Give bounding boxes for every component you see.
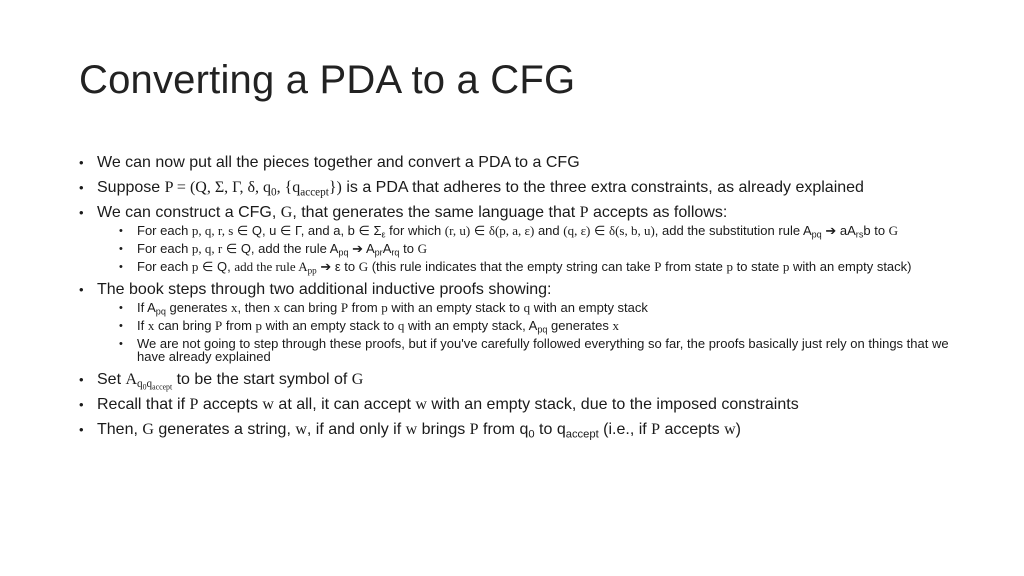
math-text: P: [579, 204, 589, 221]
bullet-item: [79, 371, 959, 392]
bullet-marker: •: [79, 397, 84, 412]
subscript: pq: [811, 229, 822, 240]
text: ∈: [590, 223, 609, 238]
text: can bring: [154, 318, 216, 333]
subscript-part: accept: [152, 382, 173, 392]
math-text: x: [612, 318, 619, 333]
math-text: w: [415, 396, 427, 413]
text: ): [735, 421, 741, 438]
text: (this rule indicates that the empty string can take: [368, 259, 655, 274]
text: , add the substitution rule A: [654, 223, 812, 238]
text: , then: [237, 300, 274, 315]
math-text: w: [262, 396, 274, 413]
bullet-item: [79, 421, 959, 441]
bullet-marker: •: [79, 205, 84, 220]
text: at all, it can accept: [273, 396, 416, 413]
sub-bullet-item: [119, 300, 959, 317]
text: ∈: [470, 223, 489, 238]
text: from: [222, 318, 256, 333]
text: A: [363, 241, 375, 256]
math-text: P: [654, 259, 662, 274]
text: generates a string,: [153, 421, 296, 438]
text: generates: [547, 318, 613, 333]
bullet-marker: •: [79, 372, 84, 387]
subscript: pq: [537, 324, 548, 335]
subscript: pq: [338, 247, 349, 258]
bullet-marker: •: [119, 225, 123, 237]
text: For each: [137, 241, 192, 256]
math-text: P: [651, 421, 661, 438]
bullet-text: We can now put all the pieces together and convert a PDA to a CFG: [97, 154, 580, 171]
math-text: P: [469, 421, 479, 438]
subscript: rq: [391, 247, 400, 258]
subscript-part: 0: [142, 382, 147, 392]
math-text: x: [273, 300, 281, 315]
subscript: accept: [565, 428, 599, 441]
math-text: (q, ε): [563, 223, 591, 238]
text: (i.e., if: [598, 421, 652, 438]
text: Recall that if: [97, 396, 190, 413]
text: to state: [733, 259, 783, 274]
math-text: G: [351, 371, 364, 388]
text: can bring: [280, 300, 341, 315]
subscript: pp: [307, 265, 317, 276]
math-text: (r, u): [444, 223, 471, 238]
math-text: , {q: [276, 179, 301, 196]
math-text: p, q, r, s: [191, 223, 234, 238]
sub-bullet-list: [119, 301, 959, 363]
math-text: w: [295, 421, 307, 438]
subscript-part: q: [137, 378, 143, 391]
bullet-marker: •: [119, 261, 123, 273]
math-text: P = (Q, Σ, Γ, δ, q: [164, 179, 271, 196]
right-arrow-icon: ➔: [825, 223, 837, 238]
math-text: A: [125, 371, 138, 388]
math-text: p: [191, 259, 199, 274]
text: If A: [137, 300, 156, 315]
text: with an empty stack to: [262, 318, 398, 333]
subscript: 0: [528, 428, 535, 441]
bullet-text: The book steps through two additional inductive proofs showing:: [97, 281, 552, 298]
math-text: G: [358, 259, 369, 274]
text: and: [534, 223, 564, 238]
sub-bullet-item: [119, 337, 959, 363]
math-text: G: [417, 241, 427, 256]
bullet-marker: •: [119, 243, 123, 255]
bullet-item: [79, 179, 959, 199]
text: A: [382, 241, 392, 256]
math-text: G: [888, 223, 899, 238]
math-text: q: [397, 318, 405, 333]
text: generates: [165, 300, 231, 315]
math-text: P: [189, 396, 199, 413]
math-text: P: [215, 318, 223, 333]
text: b to: [863, 223, 889, 238]
bullet-text: Suppose: [97, 179, 165, 196]
text: For each: [137, 223, 192, 238]
bullet-text: We can construct a CFG,: [97, 204, 281, 221]
bullet-marker: •: [79, 282, 84, 297]
subscript: pr: [374, 247, 383, 258]
math-text: p: [255, 318, 263, 333]
math-text: G: [280, 204, 293, 221]
text: to be the start symbol of: [172, 371, 352, 388]
bullet-text: , that generates the same language that: [292, 204, 580, 221]
text: for which: [385, 223, 445, 238]
slide-body: [79, 152, 959, 441]
text: with an empty stack, due to the imposed constraints: [426, 396, 799, 413]
text: with an empty stack to: [387, 300, 524, 315]
bullet-marker: •: [79, 155, 84, 170]
math-subscript: accept: [300, 186, 329, 199]
sub-bullet-list: [119, 223, 959, 276]
bullet-text: is a PDA that adheres to the three extra constraints, as already explained: [341, 179, 864, 196]
math-text: w: [724, 421, 736, 438]
text: accepts: [660, 421, 725, 438]
text: ε to: [331, 259, 359, 274]
slide-title: Converting a PDA to a CFG: [79, 58, 576, 102]
math-subscript: 0: [271, 186, 277, 199]
bullet-marker: •: [119, 338, 123, 350]
math-text: x: [147, 318, 155, 333]
text: aA: [836, 223, 856, 238]
bullet-text: accepts as follows:: [588, 204, 728, 221]
text: with an empty stack: [530, 300, 648, 315]
math-text: w: [405, 421, 418, 438]
math-text: x: [230, 300, 238, 315]
text: from q: [478, 421, 529, 438]
bullet-list: [79, 154, 959, 441]
math-text: p: [381, 300, 388, 315]
bullet-marker: •: [119, 302, 123, 314]
math-text: δ(p, a, ε): [488, 223, 535, 238]
text: ∈ Q, add the rule A: [222, 241, 339, 256]
text: to: [399, 241, 418, 256]
sub-bullet-item: [119, 223, 959, 240]
bullet-marker: •: [79, 422, 84, 437]
math-text: G: [142, 421, 154, 438]
subscript-part: q: [146, 378, 153, 391]
bullet-item: [79, 154, 959, 171]
subscript: [137, 378, 172, 390]
text: Set: [97, 371, 126, 388]
text: Then,: [97, 421, 143, 438]
right-arrow-icon: ➔: [352, 241, 364, 256]
text: accepts: [198, 396, 263, 413]
math-text: p: [782, 259, 790, 274]
text: We are not going to step through these proofs, but if you've carefully followed everything so far, the proofs basically just rely on things that we have already explained: [137, 336, 949, 364]
math-text: add the rule A: [234, 259, 308, 274]
text: ∈ Q,: [198, 259, 235, 274]
subscript: pq: [155, 306, 166, 317]
sub-bullet-item: [119, 241, 959, 258]
subscript: rs: [855, 229, 864, 240]
text: For each: [137, 259, 192, 274]
text: If: [137, 318, 148, 333]
math-text: }): [328, 179, 342, 196]
text: ∈ Q, u ∈ Γ, and a, b ∈ Σ: [233, 223, 382, 238]
text: with an empty stack): [789, 259, 912, 274]
bullet-item: [79, 396, 959, 413]
text: brings: [417, 421, 470, 438]
text: to q: [534, 421, 566, 438]
math-text: p: [726, 259, 734, 274]
sub-bullet-item: [119, 318, 959, 335]
text: from state: [661, 259, 727, 274]
sub-bullet-item: [119, 259, 959, 276]
math-text: p, q, r: [191, 241, 223, 256]
math-text: P: [340, 300, 349, 315]
math-text: δ(s, b, u): [608, 223, 655, 238]
text: from: [348, 300, 382, 315]
right-arrow-icon: ➔: [320, 259, 332, 274]
text: with an empty stack, A: [404, 318, 538, 333]
bullet-item: [79, 204, 959, 276]
math-text: q: [523, 300, 531, 315]
bullet-item: [79, 281, 959, 363]
text: , if and only if: [306, 421, 406, 438]
bullet-marker: •: [79, 180, 84, 195]
subscript: ε: [381, 229, 386, 240]
bullet-marker: •: [119, 320, 123, 332]
